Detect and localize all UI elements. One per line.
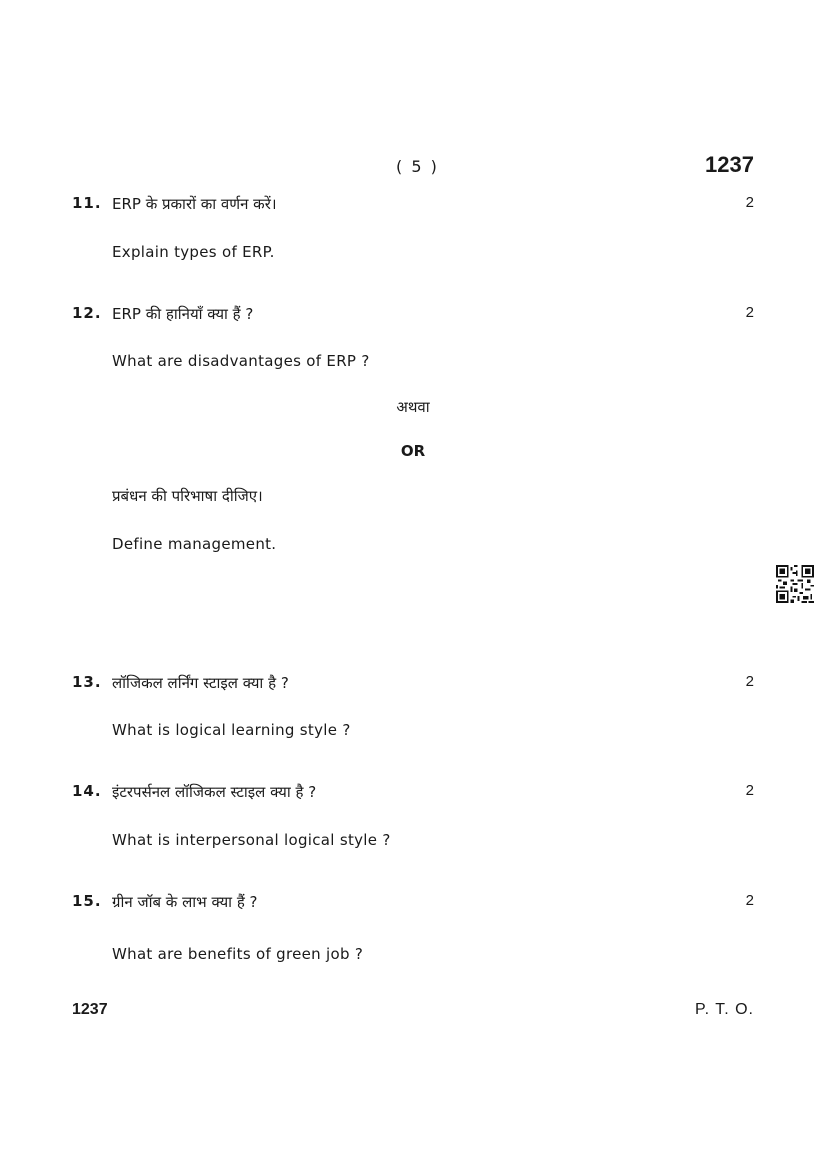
question-number: 12. xyxy=(72,304,102,322)
question-number: 11. xyxy=(72,194,102,212)
question-marks: 2 xyxy=(745,194,754,211)
question-marks: 2 xyxy=(745,892,754,909)
alternate-question-hindi: प्रबंधन की परिभाषा दीजिए। xyxy=(112,487,263,505)
question-english: What is interpersonal logical style ? xyxy=(112,831,391,849)
question-number: 13. xyxy=(72,673,102,691)
or-english: OR xyxy=(400,442,426,460)
question-hindi: ग्रीन जॉब के लाभ क्या हैं ? xyxy=(112,893,258,911)
question-english: What are disadvantages of ERP ? xyxy=(112,352,370,370)
question-number: 14. xyxy=(72,782,102,800)
paper-code-header: 1237 xyxy=(705,152,754,177)
question-english: Explain types of ERP. xyxy=(112,243,275,261)
or-hindi: अथवा xyxy=(396,398,430,416)
pto-label: P. T. O. xyxy=(695,1001,754,1018)
question-hindi: लॉजिकल लर्निंग स्टाइल क्या है ? xyxy=(112,674,289,692)
alternate-question-english: Define management. xyxy=(112,535,277,553)
question-hindi: इंटरपर्सनल लॉजिकल स्टाइल क्या है ? xyxy=(112,783,317,801)
paper-code-footer: 1237 xyxy=(72,1001,108,1018)
page-number: ( 5 ) xyxy=(396,157,439,176)
question-english: What are benefits of green job ? xyxy=(112,945,364,963)
question-marks: 2 xyxy=(745,304,754,321)
question-marks: 2 xyxy=(745,782,754,799)
qr-code xyxy=(776,565,814,603)
question-hindi: ERP के प्रकारों का वर्णन करें। xyxy=(112,195,277,213)
question-marks: 2 xyxy=(745,673,754,690)
question-hindi: ERP की हानियाँ क्या हैं ? xyxy=(112,305,254,323)
question-english: What is logical learning style ? xyxy=(112,721,351,739)
question-number: 15. xyxy=(72,892,102,910)
